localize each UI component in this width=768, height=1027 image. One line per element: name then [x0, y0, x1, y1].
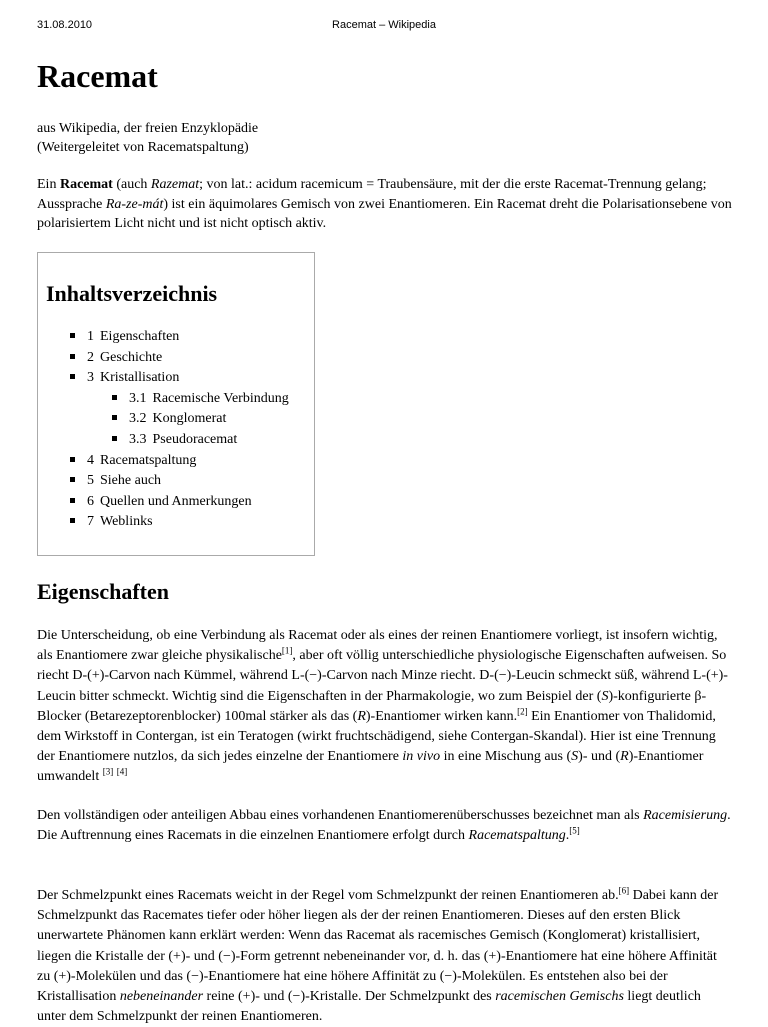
italic-term: nebeneinander	[119, 989, 204, 1005]
toc-link[interactable]: Pseudoracemat	[152, 432, 238, 447]
paragraph-text: reine (+)- und (−)-Kristalle. Der Schmelzpunkt des	[203, 989, 496, 1005]
bullet-icon	[112, 415, 117, 420]
toc-link[interactable]: Racematspaltung	[100, 453, 197, 468]
table-of-contents	[37, 252, 315, 556]
paragraph-text: .	[565, 828, 570, 844]
reference-link[interactable]: [6]	[618, 885, 630, 896]
paragraph-text: Der Schmelzpunkt eines Racemats weicht in der Regel vom Schmelzpunkt der reinen Enantiomeren ab.	[37, 888, 619, 903]
config-label: L	[291, 668, 300, 684]
bullet-icon	[70, 477, 75, 482]
toc-item[interactable]	[70, 349, 162, 367]
toc-link[interactable]: Weblinks	[100, 514, 153, 529]
toc-number: 3	[87, 370, 94, 385]
italic-term: racemischen Gemischs	[495, 989, 624, 1005]
toc-link[interactable]: Quellen und Anmerkungen	[100, 494, 252, 509]
reference-link[interactable]: [5]	[569, 825, 580, 836]
toc-link[interactable]: Geschichte	[100, 350, 163, 365]
toc-number: 3.2	[129, 411, 147, 426]
intro-text: Ein	[37, 177, 60, 192]
toc-item[interactable]	[70, 452, 196, 470]
toc-item[interactable]	[70, 513, 153, 531]
intro-term: Racemat	[59, 177, 113, 192]
paragraph-text: )- und (	[578, 749, 621, 765]
config-label: L	[692, 668, 702, 684]
italic-term: Racematspaltung	[468, 828, 566, 844]
toc-link[interactable]: Siehe auch	[100, 473, 162, 488]
toc-number: 6	[87, 494, 94, 509]
toc-subitem[interactable]	[112, 431, 237, 449]
toc-link[interactable]: Kristallisation	[100, 370, 180, 385]
config-label: S	[601, 688, 609, 704]
bullet-icon	[70, 354, 75, 359]
bullet-icon	[70, 457, 75, 462]
bullet-icon	[70, 498, 75, 503]
intro-alt-term: Razemat	[150, 177, 200, 192]
paragraph-text: )-Enantiomer wirken kann.	[365, 708, 518, 724]
toc-link[interactable]: Eigenschaften	[100, 329, 180, 344]
article-subtitle	[37, 119, 737, 157]
intro-text: ; von lat.: acidum racemicum = Traubensäure, mit der die erste Racemat-Trennung gelang; Aussprache	[37, 177, 707, 212]
toc-number: 4	[87, 453, 94, 468]
reference-link[interactable]: [1]	[281, 645, 293, 656]
italic-term: in vivo	[402, 749, 441, 765]
toc-subitem[interactable]	[112, 410, 226, 428]
paragraph-text: Den vollständigen oder anteiligen Abbau eines vorhandenen Enantiomerenüberschusses bezeichnet man als	[37, 808, 644, 823]
bullet-icon	[70, 374, 75, 379]
paragraph-text: . Die Auftrennung eines Racemats in die einzelnen Enantiomere erfolgt durch	[37, 808, 731, 844]
paragraph-text: liegt deutlich unter dem Schmelzpunkt der reinen Enantiomeren.	[37, 989, 701, 1025]
paragraph-text: -(+)-Carvon nach Kümmel, während	[82, 668, 292, 684]
reference-link[interactable]: [2]	[517, 706, 528, 717]
toc-item[interactable]	[70, 472, 161, 490]
intro-pronunciation: Ra-ze-mát	[105, 196, 164, 212]
reference-link[interactable]: [3]	[102, 766, 114, 777]
section-heading-eigenschaften: Eigenschaften	[37, 579, 169, 604]
paragraph-text: -(+)-Leucin bitter schmeckt. Wichtig sind die Eigenschaften in der Pharmakologie, wo zum Beispiel der (	[37, 668, 728, 704]
toc-subitem[interactable]	[112, 390, 289, 408]
print-title: Racemat – Wikipedia	[332, 19, 436, 31]
redirect-line: (Weitergeleitet von Racematspaltung)	[37, 140, 249, 155]
paragraph-text: -(−)-Carvon nach Minze riecht.	[299, 668, 480, 684]
body-paragraph	[37, 626, 733, 788]
toc-number: 7	[87, 514, 94, 529]
toc-link[interactable]: Racemische Verbindung	[152, 391, 289, 406]
toc-number: 5	[87, 473, 94, 488]
config-label: R	[620, 749, 629, 765]
config-label: R	[357, 708, 366, 724]
paragraph-text: -(−)-Leucin schmeckt süß, während	[489, 668, 693, 684]
config-label: D	[479, 668, 490, 684]
config-label: D	[72, 668, 83, 684]
paragraph-text: Dabei kann der Schmelzpunkt das Racemates tiefer oder höher liegen als der der reinen Enantiomeren. Dieses auf den ersten Blick unerwartete Phänomen kann erklärt werden: Wenn das Racemat als racemisches Gemisch (Konglomerat) kristallisiert, liegen die Kristalle der (+)- und (−)-Form getrennt nebeneinander vor, d. h. das (+)-Enantiomere hat eine höhere Affinität zu (+)-Molekülen und das (−)-Enantiomere hat eine höhere Affinität zu (−)-Molekülen. Es entstehen also bei der Kristallisation	[37, 888, 719, 1005]
source-line: aus Wikipedia, der freien Enzyklopädie	[37, 121, 259, 136]
config-label: S	[571, 749, 579, 765]
toc-item[interactable]	[70, 493, 252, 511]
paragraph-text: , aber oft völlig unterschiedliche physiologische Eigenschaften aufweisen. So riecht	[37, 648, 727, 684]
toc-number: 3.1	[129, 391, 147, 406]
intro-text: (auch	[112, 177, 151, 192]
paragraph-text: )-Enantiomer umwandelt	[37, 749, 704, 785]
toc-item[interactable]	[70, 369, 179, 387]
paragraph-text: Die Unterscheidung, ob eine Verbindung als Racemat oder als eines der reinen Enantiomere vorliegt, ist insofern wichtig, als Enantiomere zwar gleiche physikalische	[37, 628, 718, 664]
intro-text: ) ist ein äquimolares Gemisch von zwei Enantiomeren. Ein Racemat dreht die Polarisationsebene von polarisiertem Licht nicht und ist nicht optisch aktiv.	[37, 196, 732, 231]
paragraph-text: )-konfigurierte β-Blocker (Betarezeptorenblocker) 100mal stärker als das (	[37, 688, 707, 724]
body-paragraph	[37, 886, 733, 1027]
print-date: 31.08.2010	[37, 19, 93, 31]
italic-term: Racemisierung	[643, 808, 728, 823]
bullet-icon	[70, 518, 75, 523]
print-header	[37, 19, 731, 33]
page-title: Racemat	[37, 58, 158, 94]
bullet-icon	[112, 395, 117, 400]
toc-number: 3.3	[129, 432, 147, 447]
toc-number: 1	[87, 329, 94, 344]
paragraph-text: Ein Enantiomer von Thalidomid, dem Wirkstoff in Contergan, ist ein Teratogen (wirkt fruchtschädigend, siehe Contergan-Skandal). Hier ist eine Trennung der Enantiomere nutzlos, da sich jedes einzelne der Enantiomere	[37, 708, 716, 765]
paragraph-text: in eine Mischung aus (	[440, 749, 572, 765]
toc-link[interactable]: Konglomerat	[152, 411, 227, 426]
toc-title: Inhaltsverzeichnis	[46, 281, 218, 306]
toc-item[interactable]	[70, 328, 179, 346]
intro-paragraph	[37, 175, 737, 234]
body-paragraph	[37, 806, 733, 846]
reference-link[interactable]: [4]	[116, 766, 128, 777]
toc-number: 2	[87, 350, 94, 365]
bullet-icon	[70, 333, 75, 338]
bullet-icon	[112, 436, 117, 441]
